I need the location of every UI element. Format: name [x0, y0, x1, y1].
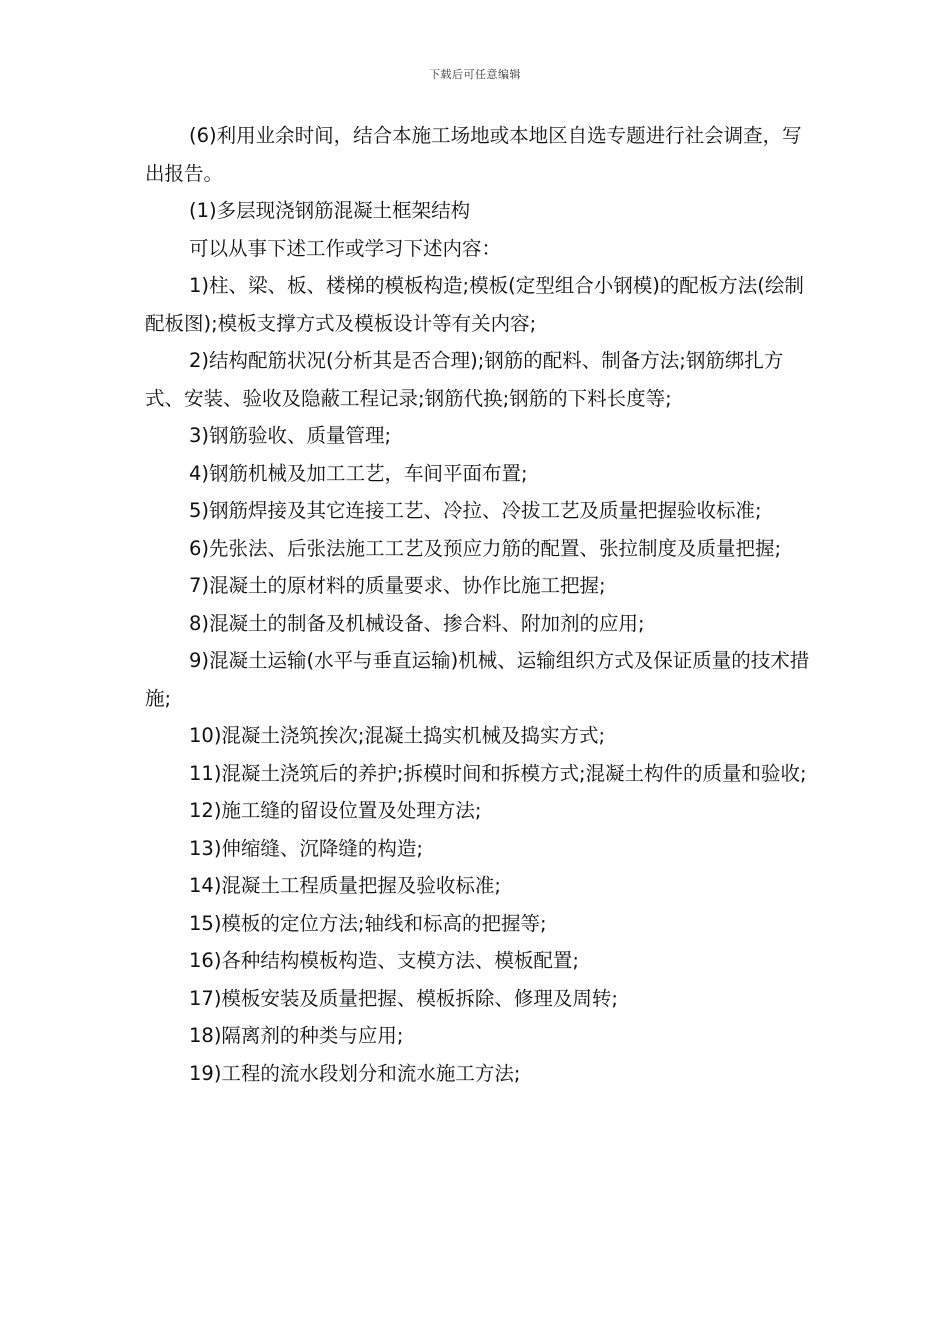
list-item: 2)结构配筋状况(分析其是否合理);钢筋的配料、制备方法;钢筋绑扎方式、安装、验收及隐蔽工程记录;钢筋代换;钢筋的下料长度等; [145, 349, 784, 410]
page-header: 下载后可任意编辑 [429, 68, 521, 81]
list-item: 7)混凝土的原材料的质量要求、协作比施工把握; [189, 574, 606, 597]
list-item: 19)工程的流水段划分和流水施工方法; [189, 1061, 521, 1085]
document-body [145, 117, 810, 1092]
list-item: 12)施工缝的留设位置及处理方法; [189, 799, 482, 822]
list-item: 15)模板的定位方法;轴线和标高的把握等; [189, 911, 547, 935]
list-item: 13)伸缩缝、沉降缝的构造; [189, 836, 423, 860]
list-item: 8)混凝土的制备及机械设备、掺合料、附加剂的应用; [189, 611, 645, 635]
list-item: 1)柱、梁、板、楼梯的模板构造;模板(定型组合小钢模)的配板方法(绘制配板图);模板支撑方式及模板设计等有关内容; [145, 274, 804, 335]
list-item: 14)混凝土工程质量把握及验收标准; [189, 874, 501, 897]
list-item: 3)钢筋验收、质量管理; [189, 424, 392, 447]
paragraph-intro: 可以从事下述工作或学习下述内容： [189, 236, 502, 260]
list-item: 10)混凝土浇筑挨次;混凝土捣实机械及捣实方式; [189, 724, 606, 747]
list-item: 5)钢筋焊接及其它连接工艺、冷拉、冷拔工艺及质量把握验收标准; [189, 499, 762, 522]
list-item: 9)混凝土运输(水平与垂直运输)机械、运输组织方式及保证质量的技术措施; [145, 649, 810, 710]
list-item: 11)混凝土浇筑后的养护;拆模时间和拆模方式;混凝土构件的质量和验收; [189, 761, 807, 785]
list-item: 4)钢筋机械及加工工艺，车间平面布置; [189, 461, 528, 485]
list-item: 6)先张法、后张法施工工艺及预应力筋的配置、张拉制度及质量把握; [189, 536, 782, 560]
list-item: 16)各种结构模板构造、支模方法、模板配置; [189, 949, 579, 972]
list-item: 18)隔离剂的种类与应用; [189, 1024, 404, 1047]
list-item: 17)模板安装及质量把握、模板拆除、修理及周转; [189, 986, 618, 1010]
paragraph-section-heading: (1)多层现浇钢筋混凝土框架结构 [189, 199, 471, 222]
paragraph-social-survey: (6)利用业余时间，结合本施工场地或本地区自选专题进行社会调查，写出报告。 [145, 124, 802, 185]
